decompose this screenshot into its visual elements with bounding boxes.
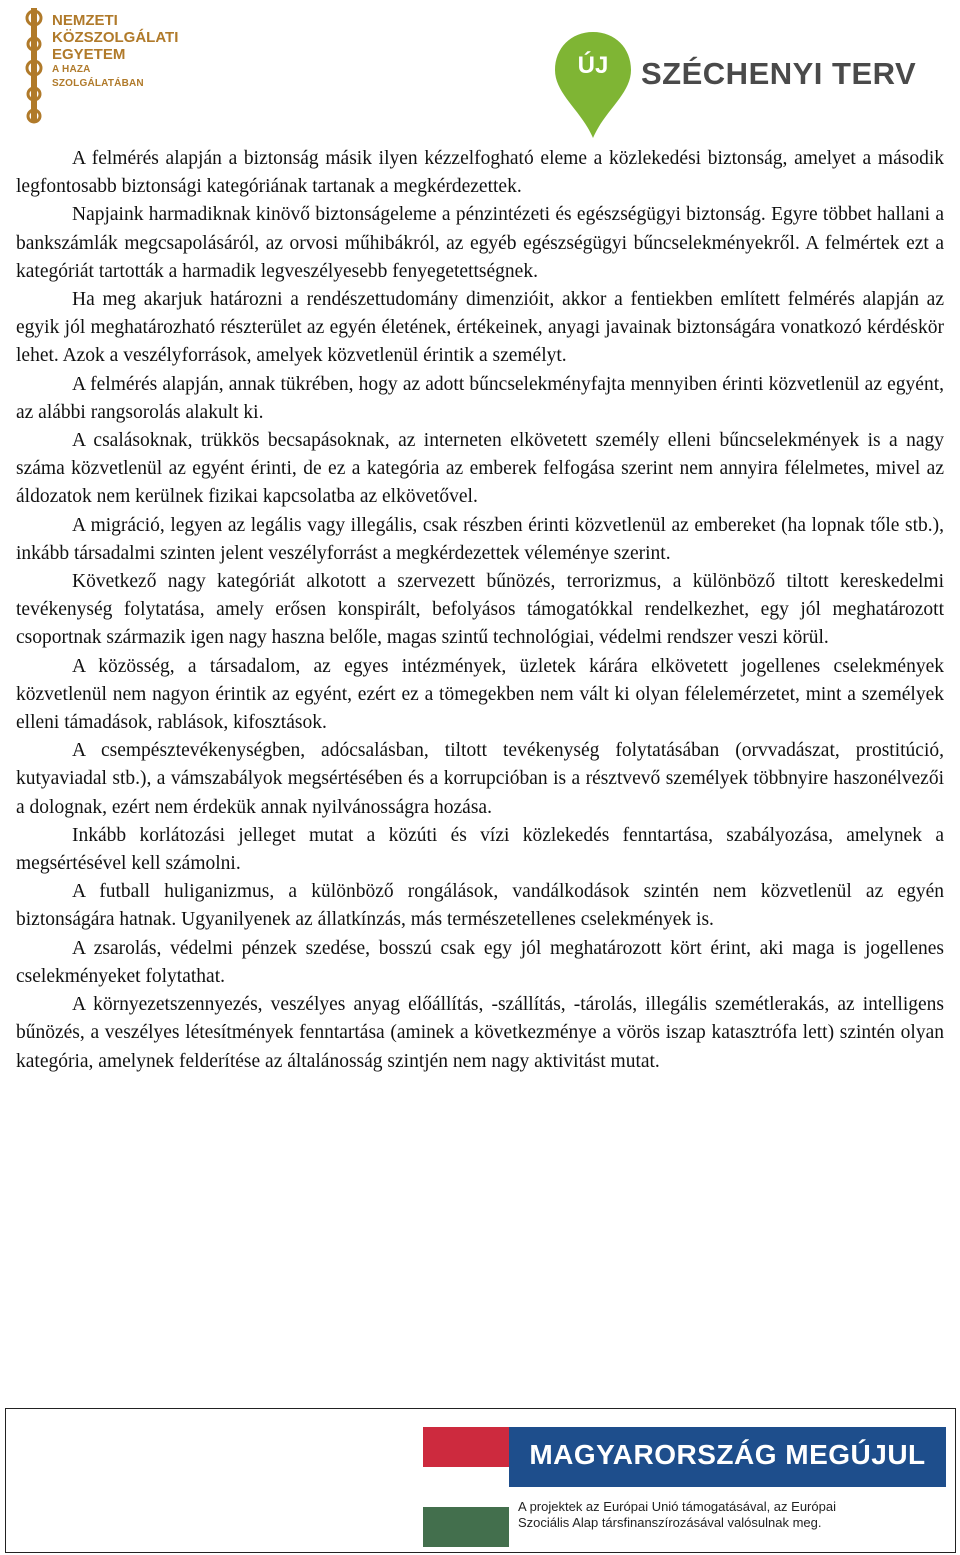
footer-banner — [5, 1408, 956, 1553]
flag-stripe-red — [423, 1427, 509, 1467]
magyarorszag-megujul-banner — [509, 1427, 946, 1487]
paragraph: A csalásoknak, trükkös becsapásoknak, az interneten elkövetett személy elleni bűncselekmények is a nagy száma közvetlenül az egyént érinti, de ez a kategória az emberek felfogása szerint nem annyira félelmetes, mivel az áldozatok nem kerülnek fizikai kapcsolatba az elkövetővel. — [16, 430, 944, 508]
paragraph: Ha meg akarjuk határozni a rendészettudomány dimenzióit, akkor a fentiekben említett felmérés alapján az egyik jól meghatározható részterület az egyén életének, értékeinek, anyagi javainak biztonságára vonatkozó kérdéskör lehet. Azok a veszélyforrások, amelyek közvetlenül érintik a személyt. — [16, 289, 944, 367]
paragraph: A felmérés alapján, annak tükrében, hogy az adott bűncselekményfajta mennyiben érinti közvetlenül az egyént, az alábbi rangsorolás alakult ki. — [16, 373, 944, 423]
banner-text: MAGYARORSZÁG MEGÚJUL — [529, 1439, 926, 1470]
nke-line-3: EGYETEM — [52, 46, 126, 63]
nke-crest-icon — [22, 4, 46, 126]
szechenyi-terv-wordmark: SZÉCHENYI TERV — [641, 56, 917, 91]
hungarian-flag-icon — [423, 1427, 509, 1547]
paragraph: A felmérés alapján a biztonság másik ilyen kézzelfogható eleme a közlekedési biztonság, amelyet a második legfontosabb biztonsági kategóriának tartanak a megkérdezettek. — [16, 148, 944, 198]
eu-support-note — [518, 1499, 938, 1531]
flag-stripe-green — [423, 1507, 509, 1547]
map-pin-icon — [553, 30, 633, 140]
eu-note-line-2: Szociális Alap társfinanszírozásával valósulnak meg. — [518, 1515, 822, 1530]
nke-logo — [22, 4, 182, 126]
paragraph: A közösség, a társadalom, az egyes intézmények, üzletek kárára elkövetett jogellenes cselekmények közvetlenül nem nagyon érintik az egyént, ezért ez a tömegekben nem vált ki olyan félelemérzetet, mint a személyek elleni támadások, rablások, kifosztások. — [16, 655, 944, 734]
uj-szechenyi-terv-logo — [553, 30, 933, 140]
eu-note-line-1: A projektek az Európai Unió támogatásával, az Európai — [518, 1499, 836, 1514]
paragraph: Napjaink harmadiknak kinövő biztonságeleme a pénzintézeti és egészségügyi biztonság. Egyre többet hallani a bankszámlák megcsapolásáról, az orvosi műhibákról, az egyéb egészségügyi bűncselekményekről. A felmértek ezt a kategóriát tartották a harmadik legveszélyesebb fenyegetettségnek. — [16, 204, 944, 282]
flag-stripe-white — [423, 1467, 509, 1507]
paragraph: A migráció, legyen az legális vagy illegális, csak részben érinti közvetlenül az embereket (ha lopnak tőle stb.), inkább társadalmi szinten jelent veszélyforrást a megkérdezettek véleménye szerint. — [16, 514, 944, 564]
paragraph: Inkább korlátozási jelleget mutat a közúti és vízi közlekedés fenntartása, szabályozása, amelynek a megsértésével kell számolni. — [16, 824, 944, 875]
paragraph: Következő nagy kategóriát alkotott a szervezett bűnözés, terrorizmus, a különböző tiltott kereskedelmi tevékenység folytatása, amely erősen konspirált, befolyásos támogatókkal rendelkezhet, egy jól meghatározott csoportnak származik igen nagy haszna belőle, magas szintű technológiai, védelmi rendszer veszi körül. — [16, 571, 944, 649]
nke-tagline: A HAZA SZOLGÁLATÁBAN — [52, 64, 144, 89]
nke-wordmark — [52, 12, 182, 91]
nke-line-1: NEMZETI — [52, 12, 118, 29]
paragraph: A környezetszennyezés, veszélyes anyag előállítás, -szállítás, -tárolás, illegális szemétlerakás, az intelligens bűnözés, a veszélyes létesítmények fenntartása (aminek a következménye a vörös iszap katasztrófa lett) szintén olyan kategória, amelynek felderítése az általánosság szintjén nem nagy aktivitást mutat. — [16, 994, 944, 1072]
paragraph: A csempésztevékenységben, adócsalásban, tiltott tevékenység folytatásában (orvvadászat, prostitúció, kutyaviadal stb.), a vámszabályok megsértésében és a korrupcióban is a résztvevő személyek többnyire haszonélvezői a dolognak, ezért nem érdekük annak nyilvánosságra hozása. — [16, 740, 944, 818]
paragraph: A zsarolás, védelmi pénzek szedése, bosszú csak egy jól meghatározott kört érint, aki maga is jogellenes cselekményeket folytathat. — [16, 937, 944, 987]
paragraph: A futball huliganizmus, a különböző rongálások, vandálkodások szintén nem közvetlenül az egyén biztonságára hatnak. Ugyanilyenek az állatkínzás, más természetellenes cselekmények is. — [16, 881, 944, 931]
uj-pin-text: ÚJ — [577, 52, 609, 79]
nke-line-2: KÖZSZOLGÁLATI — [52, 29, 179, 46]
document-body — [16, 145, 944, 1076]
